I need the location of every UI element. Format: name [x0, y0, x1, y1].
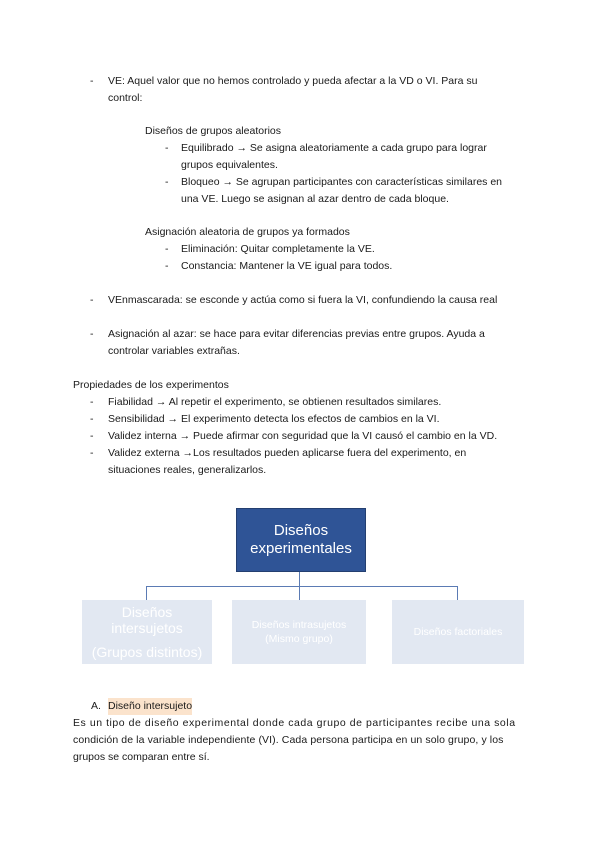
- intrasujetos-sublabel: (Mismo grupo): [265, 633, 333, 645]
- factoriales-label: Diseños factoriales: [413, 626, 503, 638]
- ve-definition-line1: VE: Aquel valor que no hemos controlado y pueda afectar a la VD o VI. Para su: [108, 75, 478, 87]
- venmascarada-item: VEnmascarada: se esconde y actúa como si fuera la VI, confundiendo la causa real: [108, 294, 498, 306]
- child-node-intersujetos: [82, 600, 212, 664]
- root-node: [236, 508, 366, 572]
- asignacion-azar-line1: Asignación al azar: se hace para evitar diferencias previas entre grupos. Ayuda a: [108, 328, 485, 340]
- bullet-dash: -: [90, 75, 94, 87]
- bullet-dash: -: [90, 328, 94, 340]
- bullet-dash: -: [90, 447, 94, 459]
- eliminacion-item: Eliminación: Quitar completamente la VE.: [181, 243, 375, 255]
- section-a-marker: A.: [91, 700, 101, 712]
- validez-interna-item: Validez interna → Puede afirmar con seguridad que la VI causó el cambio en la VD.: [108, 430, 498, 442]
- section-a-paragraph-line2: condición de la variable independiente (VI). Cada persona participa en un solo grupo, y los: [73, 734, 504, 746]
- bullet-dash: -: [165, 260, 169, 272]
- formed-groups-heading: Asignación aleatoria de grupos ya formados: [145, 226, 350, 238]
- connector-vertical-root: [299, 570, 300, 586]
- random-groups-heading: Diseños de grupos aleatorios: [145, 125, 281, 137]
- bullet-dash: -: [90, 396, 94, 408]
- bullet-dash: -: [165, 142, 169, 154]
- connector-center: [299, 586, 300, 600]
- equilibrado-line2: grupos equivalentes.: [181, 159, 278, 171]
- fiabilidad-item: Fiabilidad → Al repetir el experimento, se obtienen resultados similares.: [108, 396, 442, 408]
- section-a-paragraph-line1: Es un tipo de diseño experimental donde cada grupo de participantes recibe una sola: [73, 717, 516, 729]
- bullet-dash: -: [165, 176, 169, 188]
- child-node-factoriales: [392, 600, 524, 664]
- bullet-dash: -: [90, 430, 94, 442]
- constancia-item: Constancia: Mantener la VE igual para todos.: [181, 260, 393, 272]
- asignacion-azar-line2: controlar variables extrañas.: [108, 345, 240, 357]
- bullet-dash: -: [90, 294, 94, 306]
- bloqueo-line2: una VE. Luego se asignan al azar dentro de cada bloque.: [181, 193, 449, 205]
- properties-heading: Propiedades de los experimentos: [73, 379, 229, 391]
- child-node-intrasujetos: [232, 600, 366, 664]
- bloqueo-line1: Bloqueo → Se agrupan participantes con características similares en: [181, 176, 502, 188]
- bullet-dash: -: [165, 243, 169, 255]
- equilibrado-line1: Equilibrado → Se asigna aleatoriamente a cada grupo para lograr: [181, 142, 487, 154]
- section-a-title: Diseño intersujeto: [108, 698, 192, 715]
- validez-externa-line2: situaciones reales, generalizarlos.: [108, 464, 267, 476]
- intersujetos-sublabel: (Grupos distintos): [91, 644, 203, 660]
- connector-left: [146, 586, 147, 600]
- intrasujetos-label: Diseños intrasujetos: [251, 619, 347, 631]
- ve-definition-line2: control:: [108, 92, 143, 104]
- sensibilidad-item: Sensibilidad → El experimento detecta los efectos de cambios en la VI.: [108, 413, 440, 425]
- section-a-paragraph-line3: grupos se comparan entre sí.: [73, 751, 210, 763]
- connector-horizontal: [146, 586, 458, 587]
- connector-right: [457, 586, 458, 600]
- intersujetos-label: Diseños intersujetos: [111, 604, 183, 636]
- bullet-dash: -: [90, 413, 94, 425]
- validez-externa-line1: Validez externa →Los resultados pueden aplicarse fuera del experimento, en: [108, 447, 467, 459]
- root-node-label: Diseños experimentales: [250, 522, 352, 557]
